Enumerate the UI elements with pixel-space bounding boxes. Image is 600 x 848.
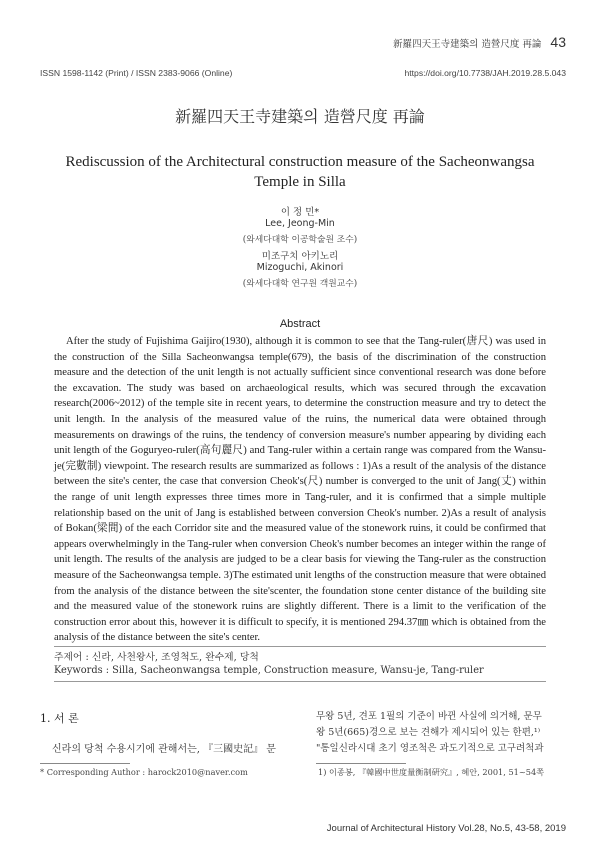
author-2-name-en: Mizoguchi, Akinori [256,262,344,273]
footnote-corresponding-author: * Corresponding Author : harock2010@naver.com [40,767,248,777]
footnote-1: 1) 이종봉, 『韓國中世度量衡制硏究』, 혜안, 2001, 51~54쪽 [318,767,545,777]
issn: ISSN 1598-1142 (Print) / ISSN 2383-9066 (Online) [40,68,233,78]
running-header [393,34,566,50]
section-title: 1. 서 론 [40,712,79,725]
author-1-affiliation: (와세다대학 이공학술원 조수) [242,235,358,245]
journal-citation: Journal of Architectural History Vol.28, No.5, 43-58, 2019 [326,823,566,834]
keyword-bottom-rule [54,681,546,682]
abstract-text: After the study of Fujishima Gaijiro(1930), although it is common to see that the Tang-ruler(唐尺) was used in the construction of the Silla Sacheonwangsa temple(679), the basis of the discrimination of the construction measure and the detection of the unit length is not actually sufficient since conventional research was done before the excavation. The study was based on archaeological results, which was secured through the excavation research(2006~2012) of the temple site in recent years, to determine the construction measure and try to detect the unit length. In the analysis of the measured value of the ruins, the numerical data were obtained through measurements on drawings of the ruins, the tendency of conversion measure's number appearing by dividing each unit length of the Goguryeo-ruler(高句麗尺) and Tang-ruler within a certain range was compared from the Wansu-je(完數制) viewpoint. The research results are summarized as follows : 1)As a result of the analysis of the distance between the site's center, the case that conversion Cheok's(尺) number is converged to the unit of Jang(丈) within the range of unit length expresses three times more in Tang-ruler, and it is confirmed that a simple multiple relationship based on the unit of Jang is established between conversion Cheok's number. 2)As a result of analysis of Bokan(梁間) of the each Corridor site and the measured value of the stonework ruins, it could be confirmed that appears overwhelmingly in the Tang-ruler when conversion Cheok's number becomes an integer within the range of unit length. The results of the analysis are judged to be a clear basis for viewing the Tang-ruler as the construction measure of the Sacheonwangsa temple. 3)The estimated unit lengths of the construction measure that were obtained from the analysis of the distance between the site'scenter, the foundation stone center distance of the building site and the measured value of the stonework ruins are slightly different. There is a limit to the verification of the construction error about this, however it is difficult to specify, it is mentioned 294.37㎜ which is obtained from the analysis of the distance between the site's center. [54,336,546,644]
body-left-text: 신라의 당척 수용시기에 관해서는, 『三國史記』 문 [52,744,276,755]
keyword-top-rule [54,646,546,647]
keywords-korean: 주제어 : 신라, 사천왕사, 조영척도, 완수제, 당척 [54,652,259,663]
author-1-name-en: Lee, Jeong-Min [265,218,335,229]
footnote-rule-left [40,763,130,764]
body-right-line-2: 왕 5년(665)경으로 보는 견해가 제시되어 있는 한편,¹⁾ [316,727,541,738]
author-2-name-ko: 미조구치 아키노리 [261,251,339,262]
doi-link[interactable]: https://doi.org/10.7738/JAH.2019.28.5.043 [404,68,566,78]
page-number: 43 [550,34,566,50]
body-right-line-3: "통일신라시대 초기 영조척은 과도기적으로 고구려척과 [316,743,544,754]
author-1-name-ko: 이 정 민* [280,207,320,218]
keywords-english: Keywords : Silla, Sacheonwangsa temple, Construction measure, Wansu-je, Tang-ruler [54,665,484,676]
body-right-line-1: 무왕 5년, 견포 1필의 기준이 바뀐 사실에 의거해, 문무 [316,711,542,722]
author-2-affiliation: (와세다대학 연구원 객원교수) [242,279,358,289]
title-korean: 新羅四天王寺建築의 造營尺度 再論 [175,107,425,126]
title-english: Rediscussion of the Architectural construction measure of the Sacheonwangsa Temple in Silla [65,154,535,190]
running-title: 新羅四天王寺建築의 造營尺度 再論 [393,39,542,50]
abstract-heading: Abstract [279,318,321,330]
footnote-rule-right [316,763,406,764]
